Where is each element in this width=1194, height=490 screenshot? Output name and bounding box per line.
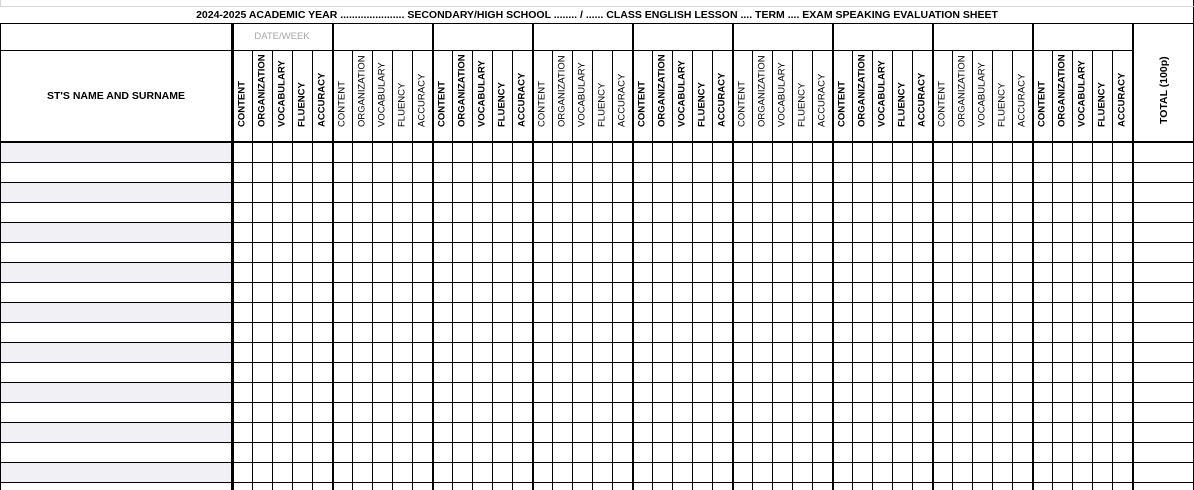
- criterion-label: FLUENCY: [896, 82, 908, 127]
- grid-line: [0, 24, 1, 490]
- criterion-label: ACCURACY: [716, 72, 728, 127]
- student-name-cell[interactable]: [0, 282, 232, 302]
- grid-line: [0, 482, 1194, 483]
- criterion-header-organization[interactable]: [352, 50, 372, 142]
- criterion-label: CONTENT: [536, 81, 548, 127]
- grid-line: [972, 50, 973, 490]
- grid-line: [512, 50, 513, 490]
- student-name-cell[interactable]: [0, 322, 232, 342]
- grid-line: [552, 50, 553, 490]
- student-name-cell[interactable]: [0, 402, 232, 422]
- criterion-label: ACCURACY: [316, 72, 328, 127]
- criterion-label: CONTENT: [336, 81, 348, 127]
- criterion-label: ORGANIZATION: [356, 55, 368, 127]
- criterion-label: CONTENT: [236, 81, 248, 127]
- grid-line: [472, 50, 473, 490]
- student-name-cell[interactable]: [0, 162, 232, 182]
- grid-line: [452, 50, 453, 490]
- criterion-label: VOCABULARY: [1076, 60, 1088, 127]
- criterion-label: VOCABULARY: [776, 62, 788, 127]
- criterion-header-accuracy[interactable]: [1112, 50, 1132, 142]
- total-header[interactable]: [1133, 24, 1194, 142]
- criterion-label: ORGANIZATION: [656, 54, 668, 127]
- criterion-header-organization[interactable]: [552, 50, 572, 142]
- criterion-header-fluency[interactable]: [292, 50, 312, 142]
- criterion-label: VOCABULARY: [576, 62, 588, 127]
- criterion-label: CONTENT: [836, 81, 848, 127]
- grid-line: [912, 50, 913, 490]
- criterion-header-content[interactable]: [932, 50, 952, 142]
- criterion-header-fluency[interactable]: [392, 50, 412, 142]
- criterion-header-vocabulary[interactable]: [772, 50, 792, 142]
- grid-line: [0, 262, 1194, 263]
- grid-line: [0, 162, 1194, 163]
- criterion-label: FLUENCY: [796, 82, 808, 127]
- grid-line: [232, 24, 234, 490]
- grid-line: [632, 24, 634, 490]
- criterion-header-content[interactable]: [232, 50, 252, 142]
- criterion-header-accuracy[interactable]: [812, 50, 832, 142]
- grid-line: [892, 50, 893, 490]
- student-name-cell[interactable]: [0, 302, 232, 322]
- total-header-label: TOTAL (100p): [1157, 56, 1170, 124]
- criterion-header-fluency[interactable]: [692, 50, 712, 142]
- criterion-label: CONTENT: [1036, 81, 1048, 127]
- criterion-header-fluency[interactable]: [592, 50, 612, 142]
- criterion-header-content[interactable]: [432, 50, 452, 142]
- criterion-label: VOCABULARY: [476, 60, 488, 127]
- criterion-header-organization[interactable]: [452, 50, 472, 142]
- criterion-label: FLUENCY: [596, 82, 608, 127]
- criterion-header-vocabulary[interactable]: [372, 50, 392, 142]
- grid-line: [0, 442, 1194, 443]
- grid-line: [0, 282, 1194, 283]
- student-name-cell[interactable]: [0, 422, 232, 442]
- criterion-label: ORGANIZATION: [456, 54, 468, 127]
- grid-line: [1012, 50, 1013, 490]
- criterion-label: ACCURACY: [816, 73, 828, 127]
- criterion-header-accuracy[interactable]: [512, 50, 532, 142]
- criterion-label: FLUENCY: [396, 82, 408, 127]
- criterion-label: VOCABULARY: [676, 60, 688, 127]
- student-name-cell[interactable]: [0, 242, 232, 262]
- grid-line: [352, 50, 353, 490]
- grid-line: [852, 50, 853, 490]
- student-name-cell[interactable]: [0, 222, 232, 242]
- grid-line: [752, 50, 753, 490]
- grid-line: [932, 24, 934, 490]
- grid-line: [0, 50, 1132, 51]
- grid-line: [0, 462, 1194, 463]
- student-name-cell[interactable]: [0, 462, 232, 482]
- grid-line: [992, 50, 993, 490]
- criterion-header-content[interactable]: [532, 50, 552, 142]
- criterion-header-fluency[interactable]: [992, 50, 1012, 142]
- grid-line: [1092, 50, 1093, 490]
- grid-line: [1112, 50, 1113, 490]
- grid-line: [832, 24, 834, 490]
- student-name-cell[interactable]: [0, 442, 232, 462]
- student-name-cell[interactable]: [0, 142, 232, 162]
- grid-line: [0, 382, 1194, 383]
- student-name-cell[interactable]: [0, 182, 232, 202]
- grid-line: [952, 50, 953, 490]
- grid-line: [772, 50, 773, 490]
- criterion-header-vocabulary[interactable]: [672, 50, 692, 142]
- criterion-header-organization[interactable]: [652, 50, 672, 142]
- criterion-label: ACCURACY: [616, 73, 628, 127]
- criterion-label: FLUENCY: [696, 82, 708, 127]
- criterion-label: ORGANIZATION: [956, 55, 968, 127]
- student-name-header[interactable]: [0, 50, 232, 142]
- criterion-header-organization[interactable]: [1052, 50, 1072, 142]
- criterion-header-accuracy[interactable]: [612, 50, 632, 142]
- criterion-header-content[interactable]: [332, 50, 352, 142]
- student-name-cell[interactable]: [0, 262, 232, 282]
- grid-line: [0, 182, 1194, 183]
- criterion-header-fluency[interactable]: [892, 50, 912, 142]
- criterion-header-content[interactable]: [732, 50, 752, 142]
- criterion-header-organization[interactable]: [852, 50, 872, 142]
- grid-line: [432, 24, 434, 490]
- criterion-header-content[interactable]: [632, 50, 652, 142]
- grid-line: [412, 50, 413, 490]
- student-name-cell[interactable]: [0, 382, 232, 402]
- grid-line: [872, 50, 873, 490]
- criterion-label: VOCABULARY: [976, 62, 988, 127]
- criterion-label: VOCABULARY: [376, 62, 388, 127]
- criterion-label: FLUENCY: [296, 82, 308, 127]
- criterion-label: VOCABULARY: [876, 60, 888, 127]
- criterion-header-vocabulary[interactable]: [572, 50, 592, 142]
- criterion-header-accuracy[interactable]: [712, 50, 732, 142]
- criterion-label: ORGANIZATION: [856, 54, 868, 127]
- grid-line: [0, 6, 1194, 7]
- grid-line: [532, 24, 534, 490]
- grid-line: [252, 50, 253, 490]
- grid-line: [392, 50, 393, 490]
- criterion-label: CONTENT: [936, 81, 948, 127]
- criterion-label: VOCABULARY: [276, 60, 288, 127]
- criterion-header-content[interactable]: [832, 50, 852, 142]
- criterion-label: FLUENCY: [996, 82, 1008, 127]
- criterion-label: ACCURACY: [1116, 72, 1128, 127]
- grid-line: [592, 50, 593, 490]
- grid-line: [0, 141, 1194, 143]
- criterion-label: CONTENT: [436, 81, 448, 127]
- grid-line: [0, 342, 1194, 343]
- criterion-header-accuracy[interactable]: [412, 50, 432, 142]
- grid-line: [652, 50, 653, 490]
- criterion-header-vocabulary[interactable]: [972, 50, 992, 142]
- grid-line: [332, 24, 334, 490]
- grid-line: [672, 50, 673, 490]
- grid-line: [312, 50, 313, 490]
- grid-line: [0, 222, 1194, 223]
- criterion-header-vocabulary[interactable]: [272, 50, 292, 142]
- grid-line: [0, 402, 1194, 403]
- criterion-header-vocabulary[interactable]: [1072, 50, 1092, 142]
- criterion-label: CONTENT: [636, 81, 648, 127]
- grid-line: [572, 50, 573, 490]
- criterion-label: ACCURACY: [1016, 73, 1028, 127]
- criterion-header-fluency[interactable]: [1092, 50, 1112, 142]
- criterion-header-organization[interactable]: [752, 50, 772, 142]
- date-week-label[interactable]: DATE/WEEK: [254, 31, 310, 42]
- grid-line: [492, 50, 493, 490]
- grid-line: [612, 50, 613, 490]
- grid-line: [1052, 50, 1053, 490]
- criterion-label: ORGANIZATION: [556, 55, 568, 127]
- criterion-header-vocabulary[interactable]: [872, 50, 892, 142]
- criterion-header-fluency[interactable]: [792, 50, 812, 142]
- criterion-header-vocabulary[interactable]: [472, 50, 492, 142]
- grid-line: [0, 202, 1194, 203]
- grid-line: [0, 362, 1194, 363]
- student-name-cell[interactable]: [0, 342, 232, 362]
- grid-line: [712, 50, 713, 490]
- grid-line: [292, 50, 293, 490]
- sheet-title: 2024-2025 ACADEMIC YEAR ...................... SECONDARY/HIGH SCHOOL ........ / ...... CLASS ENGLISH LESSON .... TERM .... EXAM SPEAKING EVALUATION SHEET: [196, 9, 998, 21]
- criterion-label: CONTENT: [736, 81, 748, 127]
- criterion-label: ORGANIZATION: [756, 55, 768, 127]
- criterion-label: ORGANIZATION: [1056, 54, 1068, 127]
- criterion-header-accuracy[interactable]: [312, 50, 332, 142]
- grid-line: [1032, 24, 1034, 490]
- grid-line: [0, 322, 1194, 323]
- criterion-header-accuracy[interactable]: [1012, 50, 1032, 142]
- criterion-label: ACCURACY: [416, 73, 428, 127]
- student-name-cell[interactable]: [0, 202, 232, 222]
- grid-line: [272, 50, 273, 490]
- grid-line: [372, 50, 373, 490]
- grid-line: [1072, 50, 1073, 490]
- student-name-header-label: ST'S NAME AND SURNAME: [46, 90, 186, 102]
- grid-line: [1132, 24, 1134, 490]
- student-name-cell[interactable]: [0, 362, 232, 382]
- grid-line: [0, 242, 1194, 243]
- grid-line: [812, 50, 813, 490]
- criterion-label: FLUENCY: [1096, 82, 1108, 127]
- criterion-label: ACCURACY: [916, 72, 928, 127]
- grid-line: [0, 23, 1194, 24]
- grid-line: [692, 50, 693, 490]
- criterion-header-organization[interactable]: [952, 50, 972, 142]
- criterion-header-organization[interactable]: [252, 50, 272, 142]
- criterion-header-content[interactable]: [1032, 50, 1052, 142]
- criterion-header-accuracy[interactable]: [912, 50, 932, 142]
- criterion-header-fluency[interactable]: [492, 50, 512, 142]
- grid-line: [0, 302, 1194, 303]
- grid-line: [0, 422, 1194, 423]
- grid-line: [732, 24, 734, 490]
- criterion-label: ORGANIZATION: [256, 54, 268, 127]
- criterion-label: ACCURACY: [516, 72, 528, 127]
- grid-line: [792, 50, 793, 490]
- criterion-label: FLUENCY: [496, 82, 508, 127]
